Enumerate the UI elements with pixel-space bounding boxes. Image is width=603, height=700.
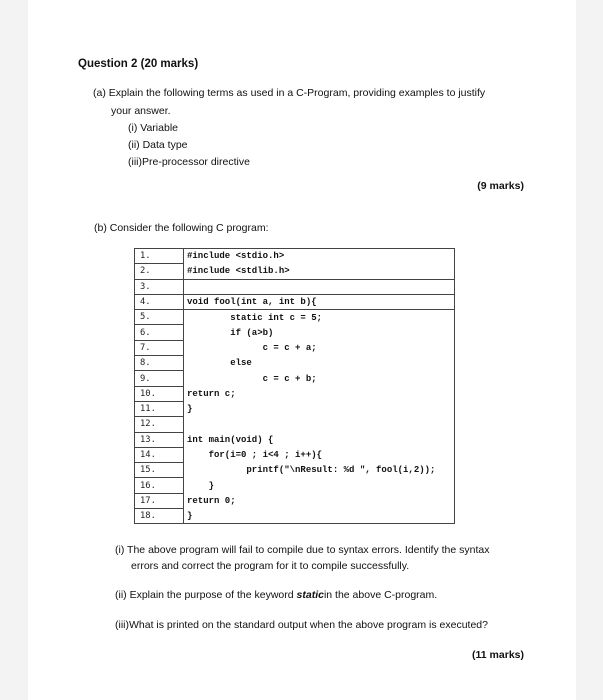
code-line-source: c = c + b; — [184, 371, 455, 386]
code-line-number: 18. — [135, 509, 184, 524]
code-line-source: else — [184, 356, 455, 371]
code-row — [135, 417, 455, 432]
code-line-number: 9. — [135, 371, 184, 386]
code-line-number: 13. — [135, 432, 184, 447]
part-a-item-data-type: (ii) Data type — [128, 139, 188, 151]
code-line-number: 1. — [135, 249, 184, 264]
part-b-intro: (b) Consider the following C program: — [94, 222, 269, 234]
code-line-source — [184, 279, 455, 294]
code-row — [135, 325, 455, 340]
part-b-question-2-post: in the above C-program. — [323, 589, 438, 601]
code-line-source: printf("\nResult: %d ", fool(i,2)); — [184, 463, 455, 478]
code-listing — [134, 248, 455, 524]
code-row — [135, 463, 455, 478]
code-row — [135, 386, 455, 401]
keyword-static: static — [296, 589, 324, 601]
code-line-source: } — [184, 509, 455, 524]
code-row — [135, 447, 455, 462]
code-row — [135, 279, 455, 294]
code-row — [135, 371, 455, 386]
code-line-source: if (a>b) — [184, 325, 455, 340]
code-line-number: 17. — [135, 493, 184, 508]
part-a-line2: your answer. — [111, 105, 171, 117]
code-line-source: void fool(int a, int b){ — [184, 294, 455, 309]
part-b-question-2-pre: (ii) Explain the purpose of the keyword — [115, 589, 297, 601]
part-b-question-1-line1: (i) The above program will fail to compile due to syntax errors. Identify the syntax — [115, 544, 490, 556]
question-title: Question 2 (20 marks) — [78, 58, 199, 70]
code-row — [135, 294, 455, 309]
part-b-marks: (11 marks) — [472, 649, 524, 661]
code-line-source: #include <stdlib.h> — [184, 264, 455, 279]
code-line-source: for(i=0 ; i<4 ; i++){ — [184, 447, 455, 462]
code-line-number: 12. — [135, 417, 184, 432]
code-line-number: 5. — [135, 310, 184, 325]
code-line-source: } — [184, 478, 455, 493]
code-line-number: 16. — [135, 478, 184, 493]
code-line-source: #include <stdio.h> — [184, 249, 455, 264]
code-row — [135, 264, 455, 279]
code-line-source: } — [184, 401, 455, 416]
code-row — [135, 478, 455, 493]
part-b-question-2 — [115, 589, 437, 601]
code-row — [135, 493, 455, 508]
code-line-number: 7. — [135, 340, 184, 355]
code-line-number: 15. — [135, 463, 184, 478]
code-row — [135, 401, 455, 416]
code-line-source — [184, 417, 455, 432]
code-row — [135, 356, 455, 371]
part-a-line1: (a) Explain the following terms as used in a C-Program, providing examples to justify — [93, 87, 486, 99]
code-line-source: return 0; — [184, 493, 455, 508]
code-line-number: 8. — [135, 356, 184, 371]
code-row — [135, 432, 455, 447]
code-line-source: int main(void) { — [184, 432, 455, 447]
code-row — [135, 310, 455, 325]
question-sheet — [28, 0, 576, 700]
code-line-number: 3. — [135, 279, 184, 294]
code-line-number: 2. — [135, 264, 184, 279]
part-a-item-variable: (i) Variable — [128, 122, 178, 134]
code-line-number: 4. — [135, 294, 184, 309]
code-row — [135, 249, 455, 264]
part-b-question-3: (iii)What is printed on the standard output when the above program is executed? — [115, 619, 488, 631]
code-row — [135, 340, 455, 355]
code-line-source: c = c + a; — [184, 340, 455, 355]
code-line-number: 6. — [135, 325, 184, 340]
code-line-number: 14. — [135, 447, 184, 462]
code-line-source: static int c = 5; — [184, 310, 455, 325]
code-row — [135, 509, 455, 524]
part-a-item-preprocessor: (iii)Pre-processor directive — [128, 156, 250, 168]
part-a-marks: (9 marks) — [477, 180, 524, 192]
code-line-number: 11. — [135, 401, 184, 416]
code-line-number: 10. — [135, 386, 184, 401]
code-line-source: return c; — [184, 386, 455, 401]
part-b-question-1-line2: errors and correct the program for it to compile successfully. — [131, 560, 410, 572]
